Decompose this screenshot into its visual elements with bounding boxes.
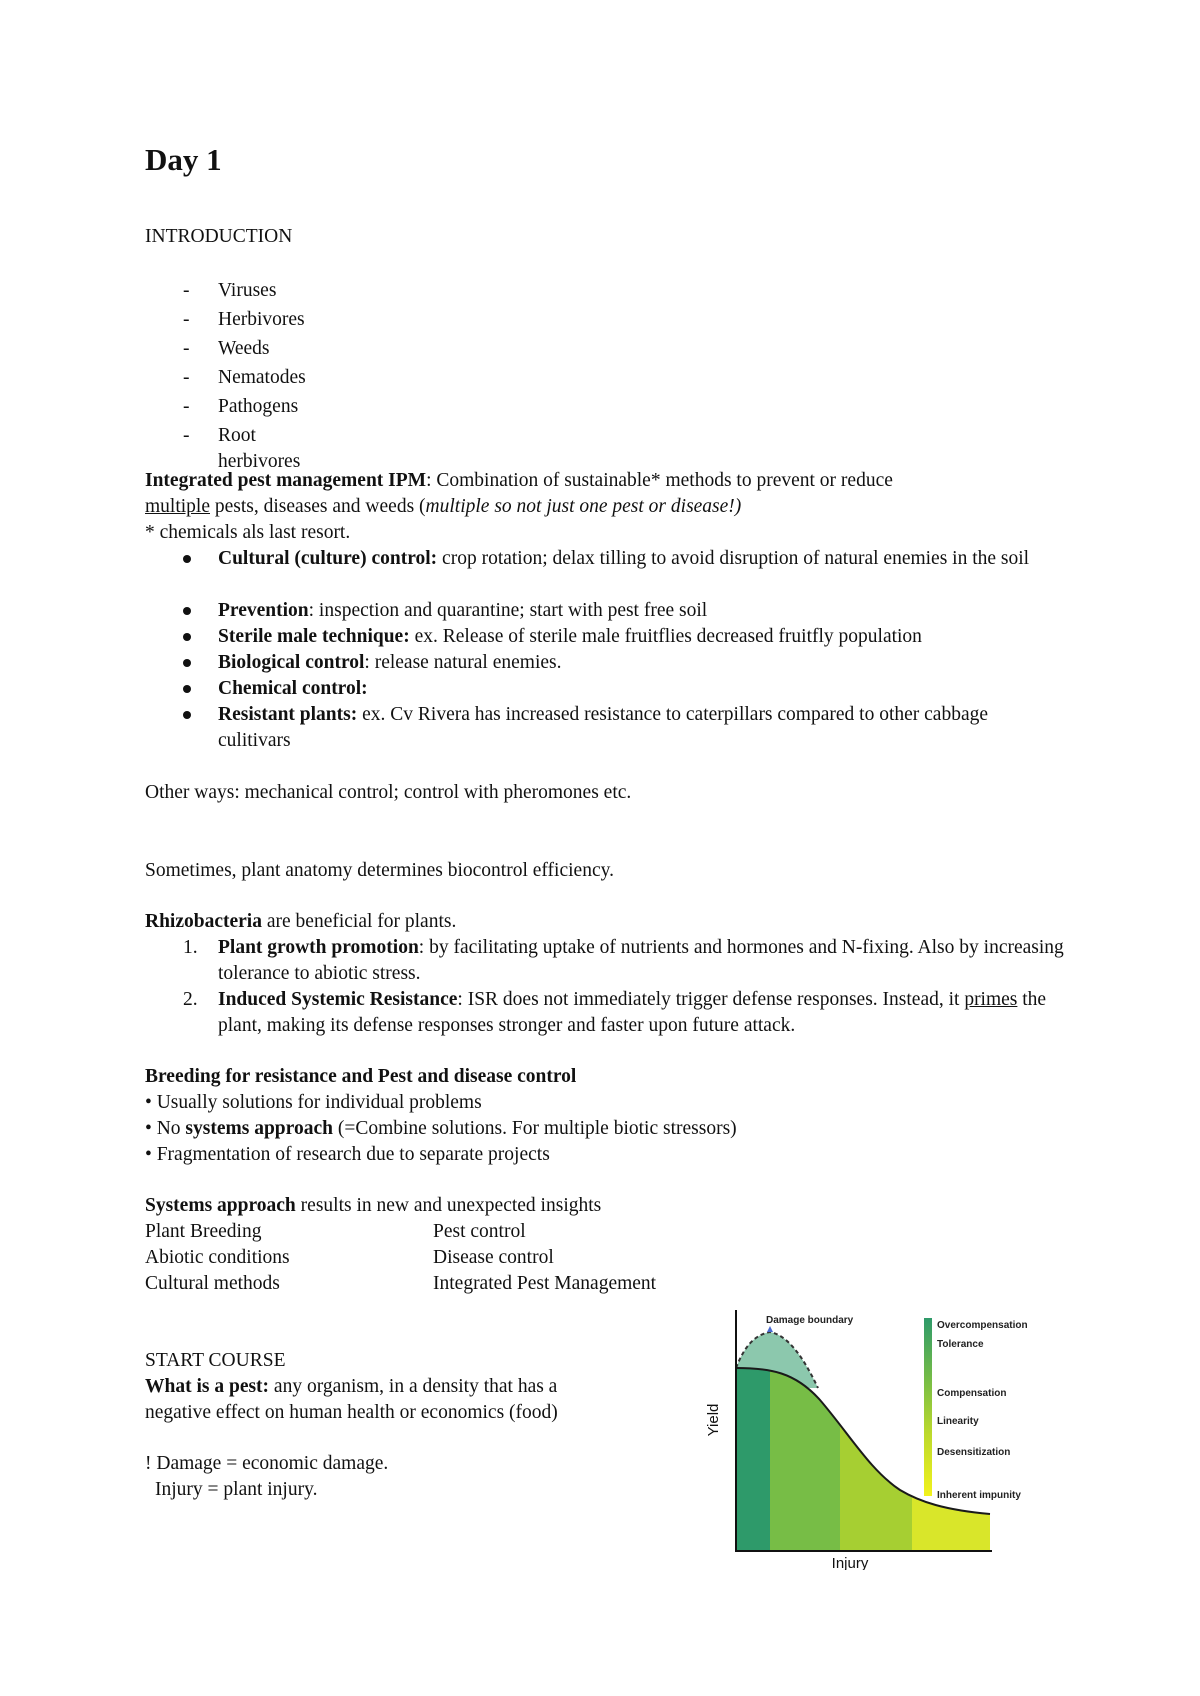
table-cell: Abiotic conditions [145, 1247, 290, 1268]
damage-boundary-arrow [767, 1326, 773, 1332]
breeding-heading: Breeding for resistance and Pest and disease control [145, 1066, 577, 1087]
legend-linearity: Linearity [937, 1416, 979, 1427]
legend-color-bar [924, 1318, 932, 1496]
damage-note: ! Damage = economic damage. [145, 1453, 389, 1474]
injury-note: Injury = plant injury. [155, 1479, 318, 1500]
table-cell: Plant Breeding [145, 1221, 262, 1242]
x-axis-label: Injury [831, 1555, 869, 1570]
ipm-definition-line1: Integrated pest management IPM: Combination of sustainable* methods to prevent or reduce [145, 470, 893, 491]
y-axis-label: Yield [705, 1403, 722, 1437]
damage-boundary-label: Damage boundary [766, 1315, 854, 1326]
other-ways-text: Other ways: mechanical control; control with pheromones etc. [145, 782, 632, 803]
intro-heading: INTRODUCTION [145, 226, 293, 247]
legend-desensitization: Desensitization [937, 1447, 1011, 1458]
anatomy-note: Sometimes, plant anatomy determines biocontrol efficiency. [145, 860, 614, 881]
ipm-definition-line2: multiple pests, diseases and weeds (multiple so not just one pest or disease!) [145, 496, 742, 517]
pest-definition-line1: What is a pest: any organism, in a density that has a [145, 1376, 558, 1397]
breeding-line: • Fragmentation of research due to separate projects [145, 1144, 550, 1165]
legend-compensation: Compensation [937, 1388, 1007, 1399]
systems-approach-intro: Systems approach results in new and unexpected insights [145, 1195, 602, 1216]
breeding-line: • Usually solutions for individual problems [145, 1092, 482, 1113]
table-cell: Cultural methods [145, 1273, 280, 1294]
ipm-term: Integrated pest management IPM [145, 470, 427, 491]
document-page: Day 1 INTRODUCTION - Viruses - Herbivores - Weeds - Nematodes - Pathogens - Root herbivores Integrated pest management IPM: Combination of sustainable* methods to prevent or reduce multiple pests, diseases and weeds (multiple so not just one pest or disease!) * chemicals als last resort. Cultural (culture) control: crop rotation; delax tilling to avoid disruption of natural enemies in the soil Prevention: inspection and quarantine; start with pest free soil Sterile male technique: ex. Release of sterile male fruitflies decreased fruitfly population Biological control: release natural enemies. Chemical control: Resistant plants: ex. Cv Rivera has increased resistance to caterpillars compared to other cabbage culitivars Other ways: mechanical control; control with pheromones etc. Sometimes, plant anatomy determines biocontrol efficiency. Rhizobacteria are beneficial for plants. 1. Plant growth promotion: by facilitating uptake of nutrients and hormones and N-fixing. Also by increasing tolerance to abiotic stress. 2. Induced Systemic Resistance: ISR does not immediately trigger defense responses. Instead, it primes the plant, making its defense responses stronger and faster upon future attack. Breeding for resistance and Pest and disease control • Usually solutions for individual problems • No systems approach (=Combine solutions. For multiple biotic stressors) • Fragmentation of research due to separate projects Systems approach results in new and unexpected insights Plant Breeding Pest control Abiotic conditions Disease control Cultural methods Integrated Pest Management START COURSE What is a pest: any organism, in a density that has a negative effect on human health or economics (food) ! Damage = economic damage. Injury = plant injury. Yield Injury Damage boundary Overcompensation Tolerance Compensation Linearity Desensitization Inherent impunity [145, 142, 1064, 1570]
legend-inherent-impunity: Inherent impunity [937, 1490, 1021, 1501]
breeding-line: • No systems approach (=Combine solutions. For multiple biotic stressors) [145, 1118, 737, 1139]
pest-definition-line2: negative effect on human health or economics (food) [145, 1402, 558, 1423]
table-cell: Disease control [433, 1247, 554, 1268]
band-linearity [840, 1310, 912, 1550]
page-title: Day 1 [145, 142, 222, 177]
rhizobacteria-intro: Rhizobacteria are beneficial for plants. [145, 911, 457, 932]
table-cell: Integrated Pest Management [433, 1273, 657, 1294]
start-course-heading: START COURSE [145, 1350, 286, 1371]
table-cell: Pest control [433, 1221, 526, 1242]
legend-tolerance: Tolerance [937, 1339, 984, 1350]
injury-yield-chart [700, 1310, 1060, 1570]
ipm-footnote: * chemicals als last resort. [145, 522, 351, 543]
legend-overcompensation: Overcompensation [937, 1320, 1028, 1331]
